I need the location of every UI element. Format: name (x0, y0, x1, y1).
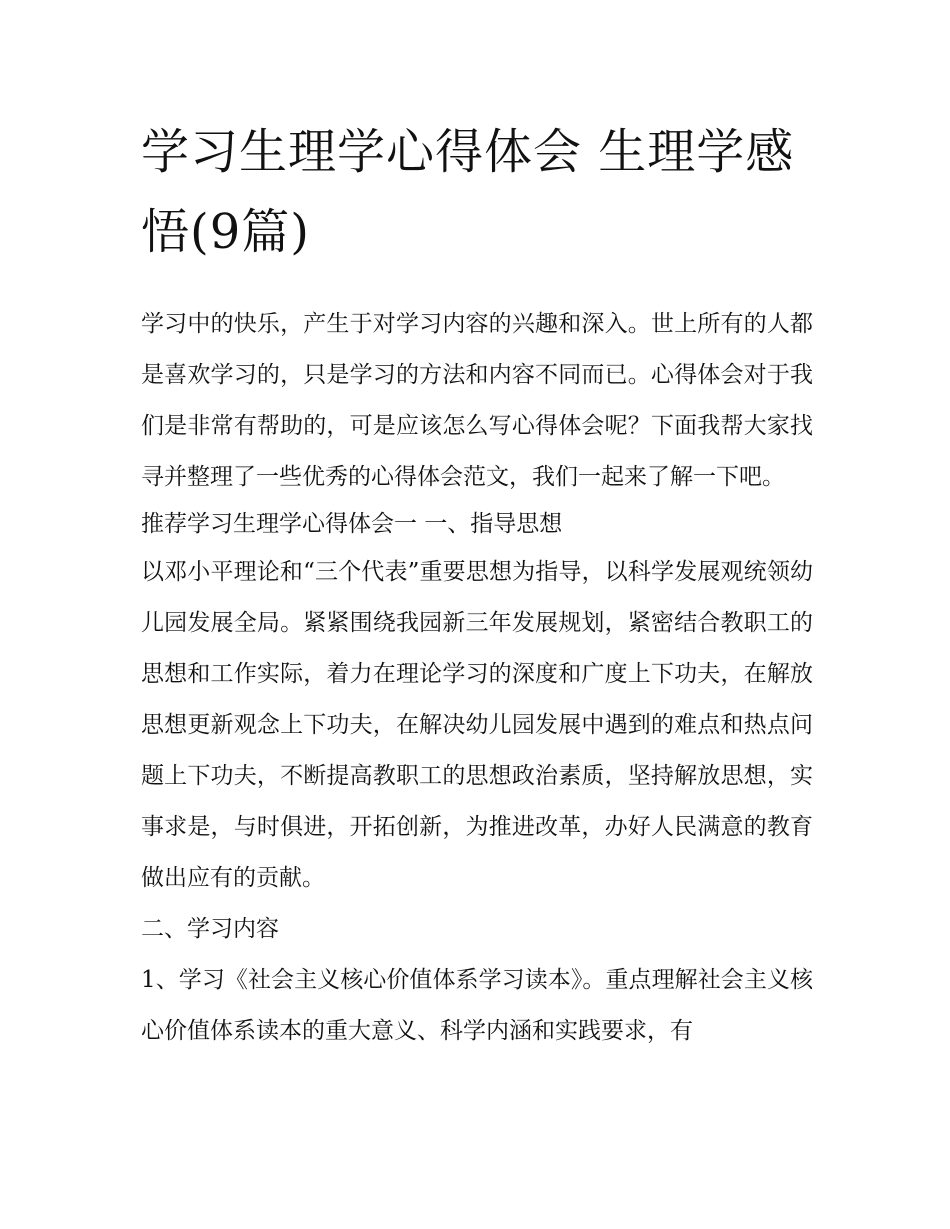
section-heading: 推荐学习生理学心得体会一 一、指导思想 (141, 511, 563, 537)
intro-paragraph: 学习中的快乐，产生于对学习内容的兴趣和深入。世上所有的人都是喜欢学习的，只是学习的方法和内容不同而已。心得体会对于我们是非常有帮助的，可是应该怎么写心得体会呢？下面我帮大家找寻并整理了一些优秀的心得体会范文，我们一起来了解一下吧。 (141, 311, 813, 490)
document-page (141, 112, 813, 1057)
document-title: 学习生理学心得体会 生理学感悟(9篇) (141, 124, 795, 260)
learning-content-paragraph: 1、学习《社会主义核心价值体系学习读本》。重点理解社会主义核心价值体系读本的重大意义、科学内涵和实践要求，有 (141, 967, 813, 1044)
guiding-thought-paragraph: 以邓小平理论和“三个代表”重要思想为指导，以科学发展观统领幼儿园发展全局。紧紧围绕我园新三年发展规划，紧密结合教职工的思想和工作实际，着力在理论学习的深度和广度上下功夫，在解放思想更新观念上下功夫，在解决幼儿园发展中遇到的难点和热点问题上下功夫，不断提高教职工的思想政治素质，坚持解放思想，实事求是，与时俱进，开拓创新，为推进改革，办好人民满意的教育做出应有的贡献。 (141, 559, 813, 891)
subheading-learning-content: 二、学习内容 (141, 916, 279, 942)
